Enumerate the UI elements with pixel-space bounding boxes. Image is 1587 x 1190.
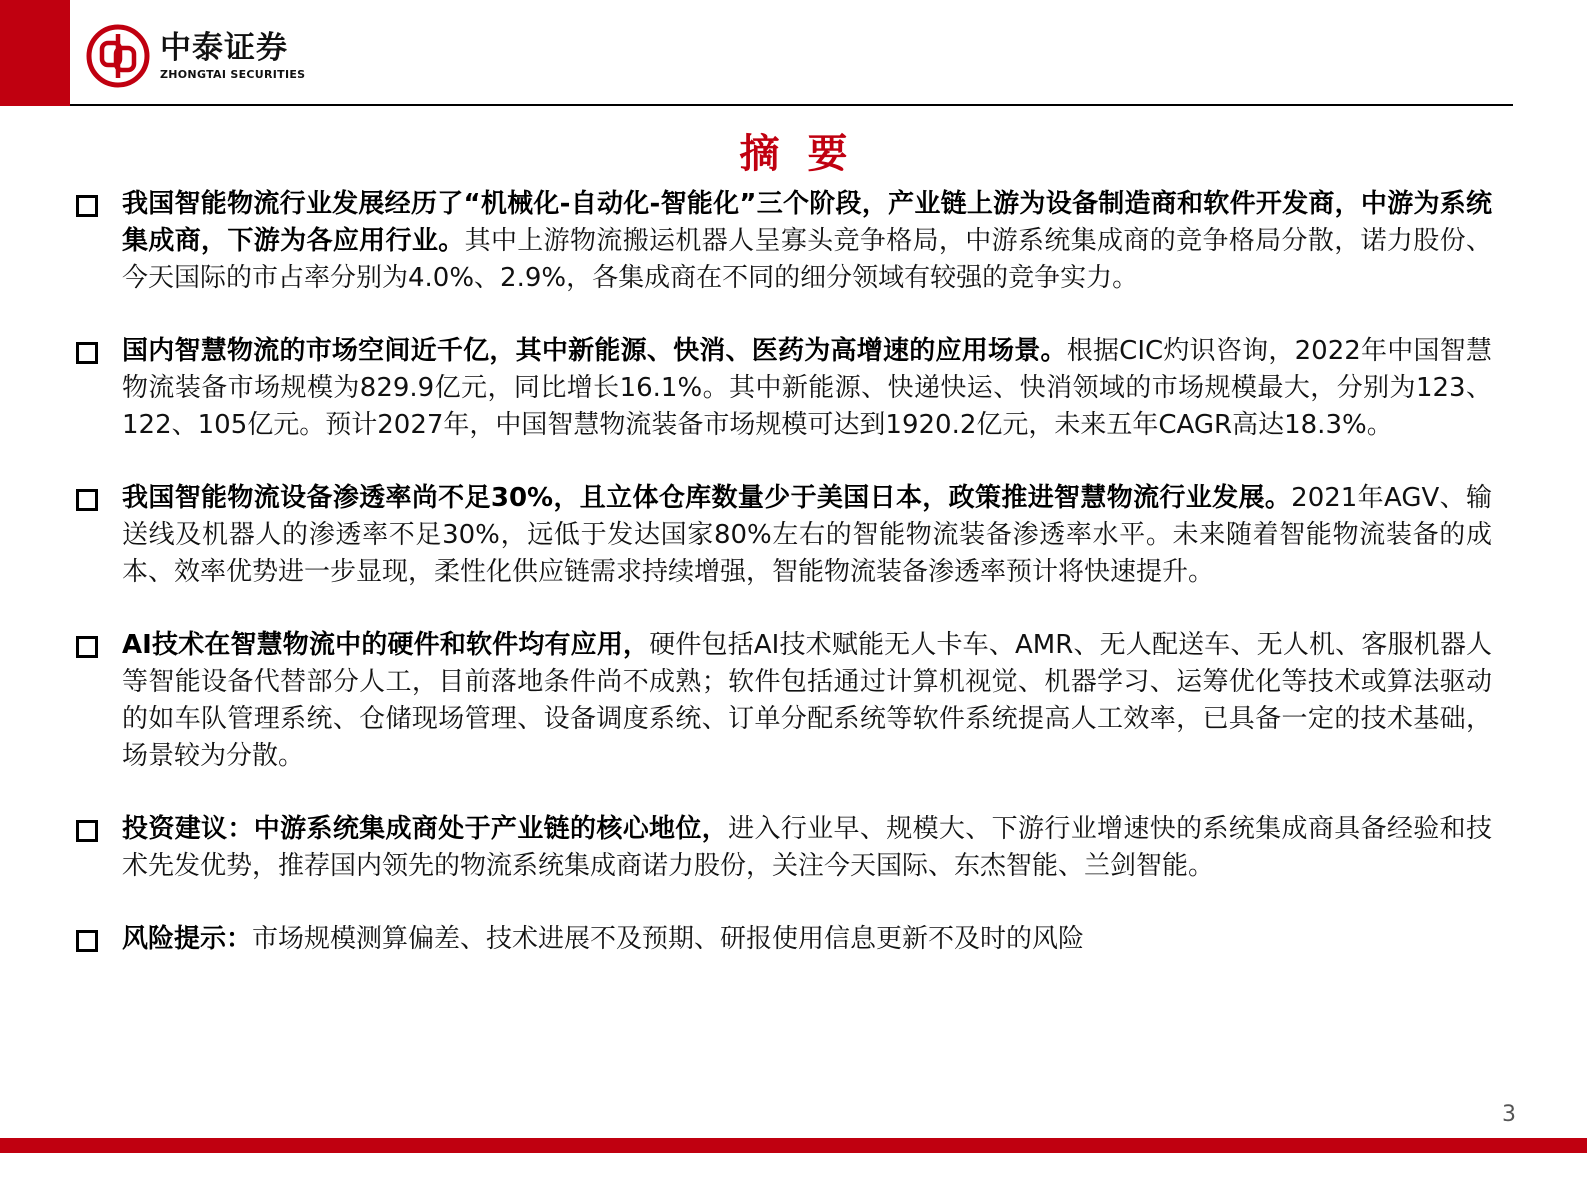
page-title: 摘要 [739,130,876,177]
summary-item-bold: 国内智慧物流的市场空间近千亿，其中新能源、快消、医药为高增速的应用场景。 [122,336,1067,366]
summary-item [76,921,1492,958]
summary-item-text [122,627,1492,775]
bullet-square-icon [76,820,98,842]
summary-item-text [122,811,1492,885]
footer-red-bar [0,1138,1587,1153]
summary-item-body: 硬件包括AI技术赋能无人卡车、AMR、无人配送车、无人机、客服机器人等智能设备代替部分人工，目前落地条件尚不成熟；软件包括通过计算机视觉、机器学习、运筹优化等技术或算法驱动的如车队管理系统、仓储现场管理、设备调度系统、订单分配系统等软件系统提高人工效率，已具备一定的技术基础，场景较为分散。 [122,630,1492,771]
bullet-square-icon [76,489,98,511]
zhongtai-logo-icon [86,24,150,88]
summary-item-bold: 我国智能物流设备渗透率尚不足30%，且立体仓库数量少于美国日本，政策推进智慧物流行业发展。 [122,483,1292,513]
summary-item-text [122,480,1492,591]
header-divider [70,104,1513,106]
header-red-bar [0,0,70,106]
page-number: 3 [1502,1102,1516,1127]
bullet-square-icon [76,195,98,217]
summary-item-body: 根据CIC灼识咨询，2022年中国智慧物流装备市场规模为829.9亿元，同比增长16.1%。其中新能源、快递快运、快消领域的市场规模最大，分别为123、122、105亿元。预计2027年，中国智慧物流装备市场规模可达到1920.2亿元，未来五年CAGR高达18.3%。 [122,336,1492,440]
summary-item-bold: AI技术在智慧物流中的硬件和软件均有应用， [122,630,650,660]
summary-item-bold: 我国智能物流行业发展经历了“机械化-自动化-智能化”三个阶段，产业链上游为设备制造商和软件开发商，中游为系统集成商，下游为各应用行业。 [122,189,1492,256]
summary-item [76,480,1492,591]
summary-list [76,186,1492,994]
summary-item-text [122,921,1492,958]
summary-item [76,811,1492,885]
logo-english-name: ZHONGTAI SECURITIES [160,68,306,81]
summary-item [76,333,1492,444]
bullet-square-icon [76,342,98,364]
company-logo [86,24,305,88]
summary-item [76,627,1492,775]
bullet-square-icon [76,636,98,658]
summary-item-body: 其中上游物流搬运机器人呈寡头竞争格局，中游系统集成商的竞争格局分散，诺力股份、今天国际的市占率分别为4.0%、2.9%，各集成商在不同的细分领域有较强的竞争实力。 [122,226,1492,293]
summary-item-text [122,186,1492,297]
summary-item-body: 市场规模测算偏差、技术进展不及预期、研报使用信息更新不及时的风险 [252,924,1085,954]
logo-chinese-name: 中泰证券 [160,30,288,66]
summary-item-text [122,333,1492,444]
bullet-square-icon [76,930,98,952]
summary-item [76,186,1492,297]
summary-item-body: 2021年AGV、输送线及机器人的渗透率不足30%，远低于发达国家80%左右的智能物流装备渗透率水平。未来随着智能物流装备的成本、效率优势进一步显现，柔性化供应链需求持续增强，智能物流装备渗透率预计将快速提升。 [122,483,1492,587]
summary-item-body: 进入行业早、规模大、下游行业增速快的系统集成商具备经验和技术先发优势，推荐国内领先的物流系统集成商诺力股份，关注今天国际、东杰智能、兰剑智能。 [122,814,1492,881]
summary-item-bold: 投资建议：中游系统集成商处于产业链的核心地位， [122,814,729,844]
summary-item-bold: 风险提示： [122,924,253,954]
